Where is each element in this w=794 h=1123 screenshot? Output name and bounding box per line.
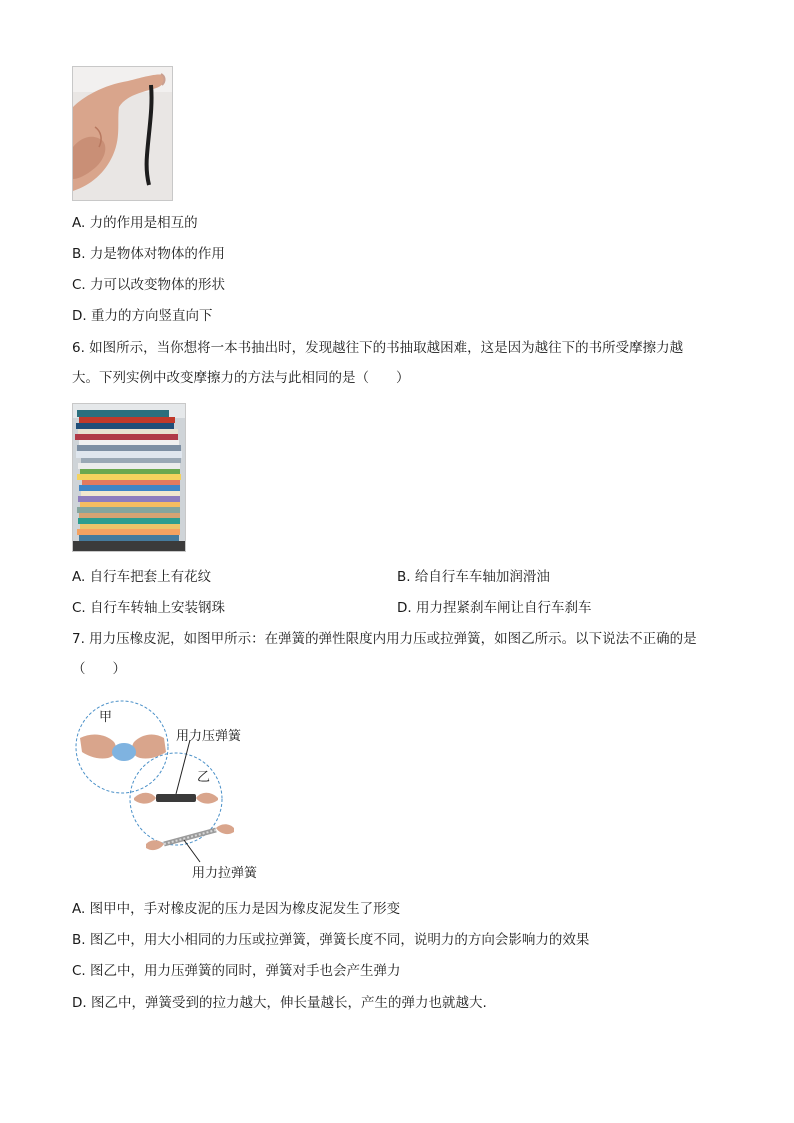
q5-option-c: C. 力可以改变物体的形状 (72, 277, 226, 293)
q7-option-b: B. 图乙中，用大小相同的力压或拉弹簧，弹簧长度不同，说明力的方向会影响力的效果 (72, 932, 590, 948)
q6-option-c: C. 自行车转轴上安装钢珠 (72, 600, 226, 616)
q7-option-d: D. 图乙中，弹簧受到的拉力越大，伸长量越长，产生的弹力也就越大. (72, 995, 487, 1011)
q6-option-b: B. 给自行车车轴加润滑油 (397, 569, 550, 585)
q7-option-a: A. 图甲中，手对橡皮泥的压力是因为橡皮泥发生了形变 (72, 901, 401, 917)
label-yi: 乙 (197, 770, 211, 785)
label-pull-spring: 用力拉弹簧 (192, 866, 258, 881)
label-jia: 甲 (99, 710, 113, 725)
label-press-spring: 用力压弹簧 (176, 729, 242, 744)
q5-option-b: B. 力是物体对物体的作用 (72, 246, 225, 262)
hand-ruler-photo (72, 66, 173, 201)
q6-option-a: A. 自行车把套上有花纹 (72, 569, 212, 585)
q6-stem-line1: 6. 如图所示，当你想将一本书抽出时，发现越往下的书抽取越困难，这是因为越往下的书所受摩擦力越 (72, 340, 684, 356)
book-stack-photo (72, 403, 186, 552)
q7-stem-line2: （ ） (72, 661, 126, 677)
q7-option-c: C. 图乙中，用力压弹簧的同时，弹簧对手也会产生弹力 (72, 963, 401, 979)
q5-option-a: A. 力的作用是相互的 (72, 215, 198, 231)
q6-option-d: D. 用力捏紧刹车闸让自行车刹车 (397, 600, 592, 616)
q5-option-d: D. 重力的方向竖直向下 (72, 308, 213, 324)
q7-stem-line1: 7. 用力压橡皮泥，如图甲所示：在弹簧的弹性限度内用力压或拉弹簧，如图乙所示。以下说法不正确的是 (72, 631, 697, 647)
spring-diagram (72, 692, 282, 887)
q6-stem-line2: 大。下列实例中改变摩擦力的方法与此相同的是（ ） (72, 370, 410, 386)
